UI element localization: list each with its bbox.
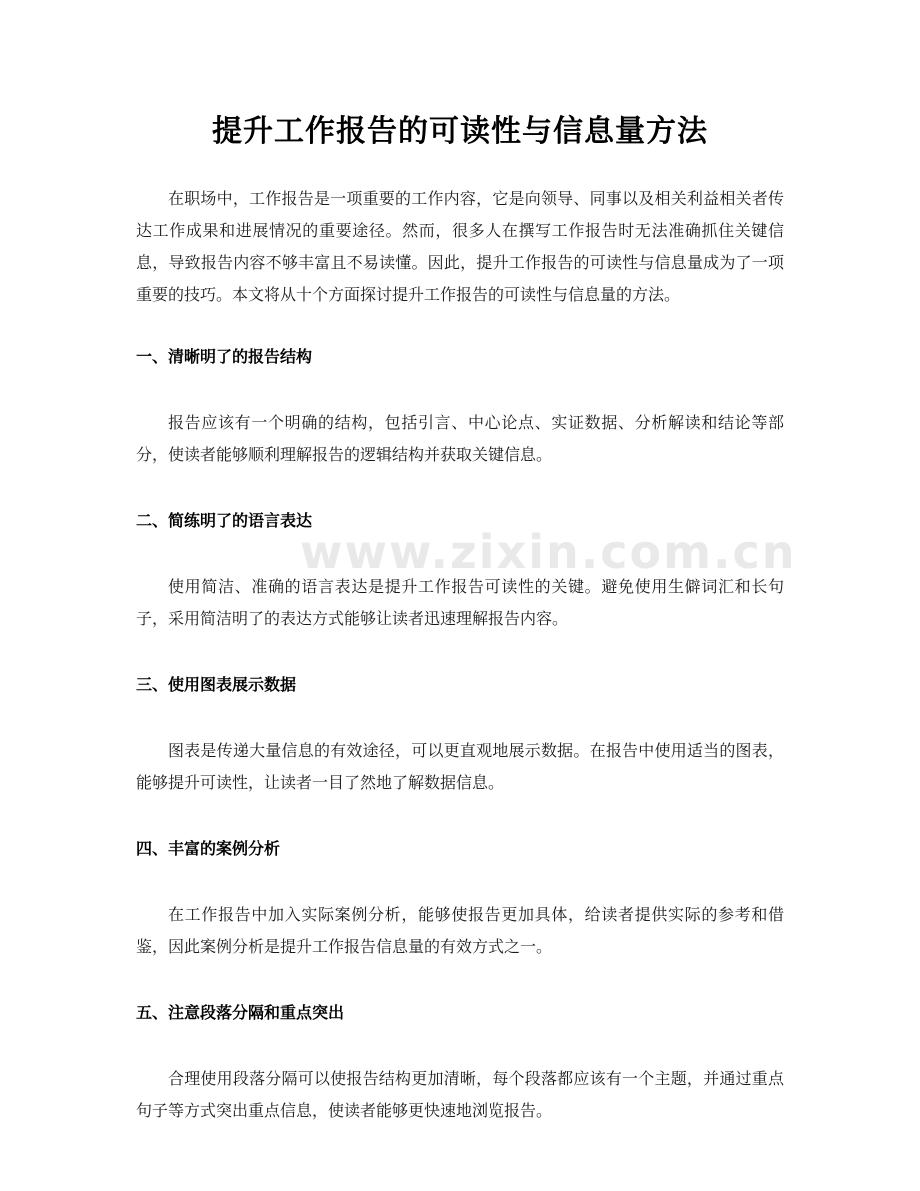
document-content <box>136 108 784 1127</box>
intro-paragraph: 在职场中，工作报告是一项重要的工作内容，它是向领导、同事以及相关利益相关者传达工作成果和进展情况的重要途径。然而，很多人在撰写工作报告时无法准确抓住关键信息，导致报告内容不够丰富且不易读懂。因此，提升工作报告的可读性与信息量成为了一项重要的技巧。本文将从十个方面探讨提升工作报告的可读性与信息量的方法。 <box>136 189 784 304</box>
section-2 <box>136 505 784 635</box>
section-3 <box>136 669 784 799</box>
section-heading: 一、清晰明了的报告结构 <box>136 347 313 366</box>
section-1 <box>136 341 784 471</box>
section-5 <box>136 997 784 1127</box>
document-title: 提升工作报告的可读性与信息量方法 <box>212 114 708 149</box>
section-body: 图表是传递大量信息的有效途径，可以更直观地展示数据。在报告中使用适当的图表，能够提升可读性，让读者一目了然地了解数据信息。 <box>136 741 784 792</box>
section-heading: 五、注意段落分隔和重点突出 <box>136 1003 345 1022</box>
section-body: 合理使用段落分隔可以使报告结构更加清晰，每个段落都应该有一个主题，并通过重点句子等方式突出重点信息，使读者能够更快速地浏览报告。 <box>136 1069 784 1120</box>
section-heading: 四、丰富的案例分析 <box>136 839 281 858</box>
section-heading: 二、简练明了的语言表达 <box>136 511 313 530</box>
section-4 <box>136 833 784 963</box>
section-body: 使用简洁、准确的语言表达是提升工作报告可读性的关键。避免使用生僻词汇和长句子，采用简洁明了的表达方式能够让读者迅速理解报告内容。 <box>136 577 784 628</box>
section-body: 报告应该有一个明确的结构，包括引言、中心论点、实证数据、分析解读和结论等部分，使读者能够顺利理解报告的逻辑结构并获取关键信息。 <box>136 413 784 464</box>
section-heading: 三、使用图表展示数据 <box>136 675 297 694</box>
watermark: www.zixin.com.cn <box>300 525 797 579</box>
section-body: 在工作报告中加入实际案例分析，能够使报告更加具体，给读者提供实际的参考和借鉴，因此案例分析是提升工作报告信息量的有效方式之一。 <box>136 905 784 956</box>
